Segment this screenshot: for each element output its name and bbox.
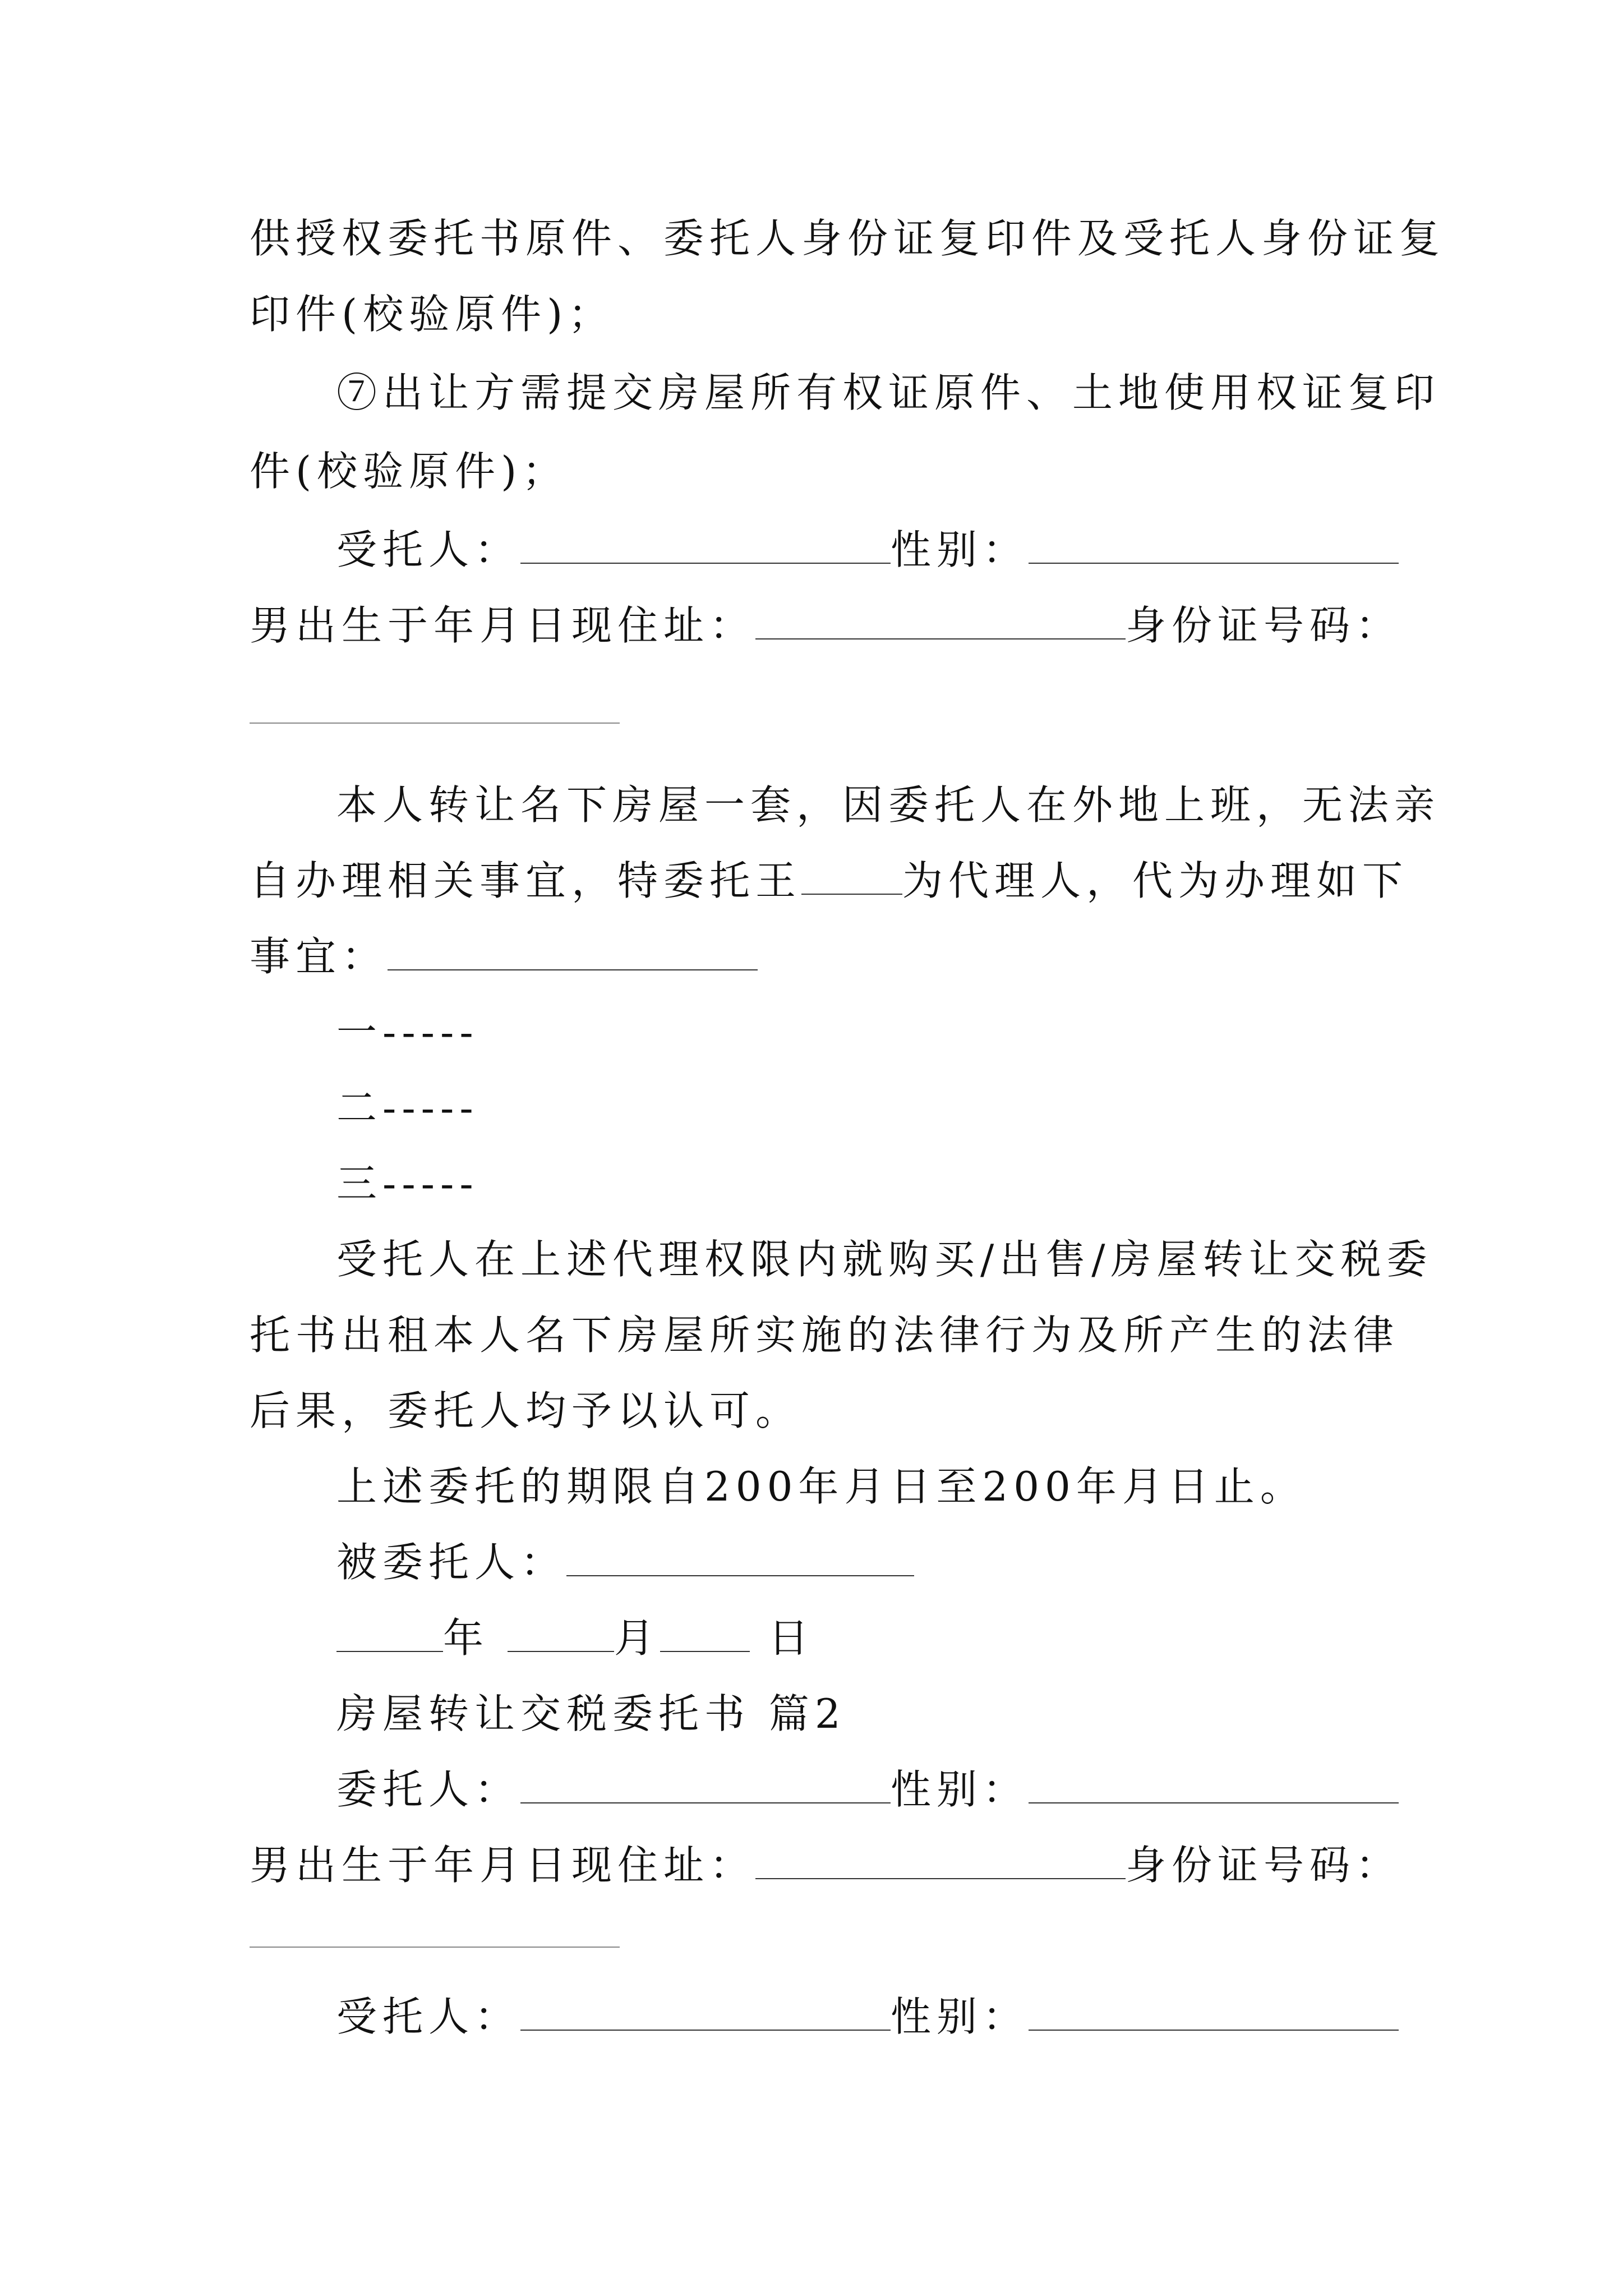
principal-label: 委托人： [336, 1766, 521, 1813]
gender-blank [1029, 1995, 1399, 2031]
matters-blank [388, 935, 758, 970]
month-blank [508, 1616, 614, 1652]
month-label: 月 [614, 1614, 660, 1662]
paragraph-line [336, 1458, 1306, 1515]
paragraph-line [336, 365, 1440, 421]
gender-label: 性别： [891, 1766, 1029, 1813]
text: 件(校验原件)； [250, 448, 569, 495]
text: 后果，委托人均予以认可。 [250, 1387, 802, 1434]
paragraph-line [250, 286, 614, 342]
text: 受托人在上述代理权限内就购买/出售/房屋转让交税委 [336, 1236, 1433, 1283]
gender-blank [1029, 1768, 1399, 1803]
id-number-label: 身份证号码： [1126, 1842, 1402, 1889]
address-blank [755, 1843, 1126, 1879]
agent-name-blank [801, 859, 902, 895]
matters-label: 事宜： [250, 933, 388, 980]
text: 三----- [336, 1160, 479, 1207]
text: 供授权委托书原件、委托人身份证复印件及受托人身份证复 [250, 215, 1446, 262]
paragraph-line [250, 443, 568, 499]
text: 自办理相关事宜，特委托王 [250, 857, 802, 904]
id-number-blank [250, 723, 620, 724]
year-blank [336, 1616, 443, 1652]
list-item [336, 1080, 479, 1136]
principal-line [336, 1761, 1399, 1818]
text: 上述委托的期限自200年月日至200年月日止。 [336, 1463, 1306, 1510]
paragraph-line [250, 1307, 1399, 1363]
paragraph-line [250, 928, 758, 984]
paragraph-line [336, 777, 1440, 833]
gender-label: 性别： [891, 1993, 1029, 2040]
signature-blank [566, 1540, 914, 1576]
address-line [250, 1837, 1401, 1893]
trustee-name-blank [520, 1995, 891, 2031]
principal-label: 被委托人： [336, 1539, 567, 1586]
id-number-label: 身份证号码： [1126, 602, 1402, 649]
date-line [336, 1610, 814, 1666]
text: 房屋转让交税委托书 篇2 [336, 1690, 846, 1737]
text: ⑦出让方需提交房屋所有权证原件、土地使用权证复印 [336, 369, 1441, 416]
day-label: 日 [768, 1614, 814, 1662]
trustee-name-blank [520, 528, 891, 564]
section-heading [336, 1686, 846, 1742]
text: 印件(校验原件)； [250, 291, 615, 338]
day-blank [660, 1616, 750, 1652]
year-label: 年 [443, 1614, 490, 1662]
text: 一----- [336, 1009, 479, 1056]
birth-address-label: 男出生于年月日现住址： [250, 602, 756, 649]
principal-name-blank [520, 1768, 891, 1803]
gender-blank [1029, 528, 1399, 564]
gender-label: 性别： [891, 526, 1029, 573]
list-item [336, 1004, 479, 1060]
signature-line [336, 1534, 914, 1590]
paragraph-line [250, 853, 1408, 909]
text: 本人转让名下房屋一套，因委托人在外地上班，无法亲 [336, 781, 1441, 829]
paragraph-line [250, 210, 1445, 266]
birth-address-label: 男出生于年月日现住址： [250, 1842, 756, 1889]
address-blank [755, 604, 1126, 639]
address-line [250, 597, 1401, 654]
trustee-line [336, 1989, 1399, 2045]
trustee-label: 受托人： [336, 526, 521, 573]
trustee-label: 受托人： [336, 1993, 521, 2040]
text: 二----- [336, 1084, 479, 1131]
text: 为代理人，代为办理如下 [902, 857, 1409, 904]
text: 托书出租本人名下房屋所实施的法律行为及所产生的法律 [250, 1312, 1400, 1359]
trustee-line [336, 522, 1399, 578]
list-item [336, 1156, 479, 1212]
paragraph-line [336, 1231, 1433, 1287]
id-number-blank [250, 1947, 620, 1948]
paragraph-line [250, 1383, 801, 1439]
